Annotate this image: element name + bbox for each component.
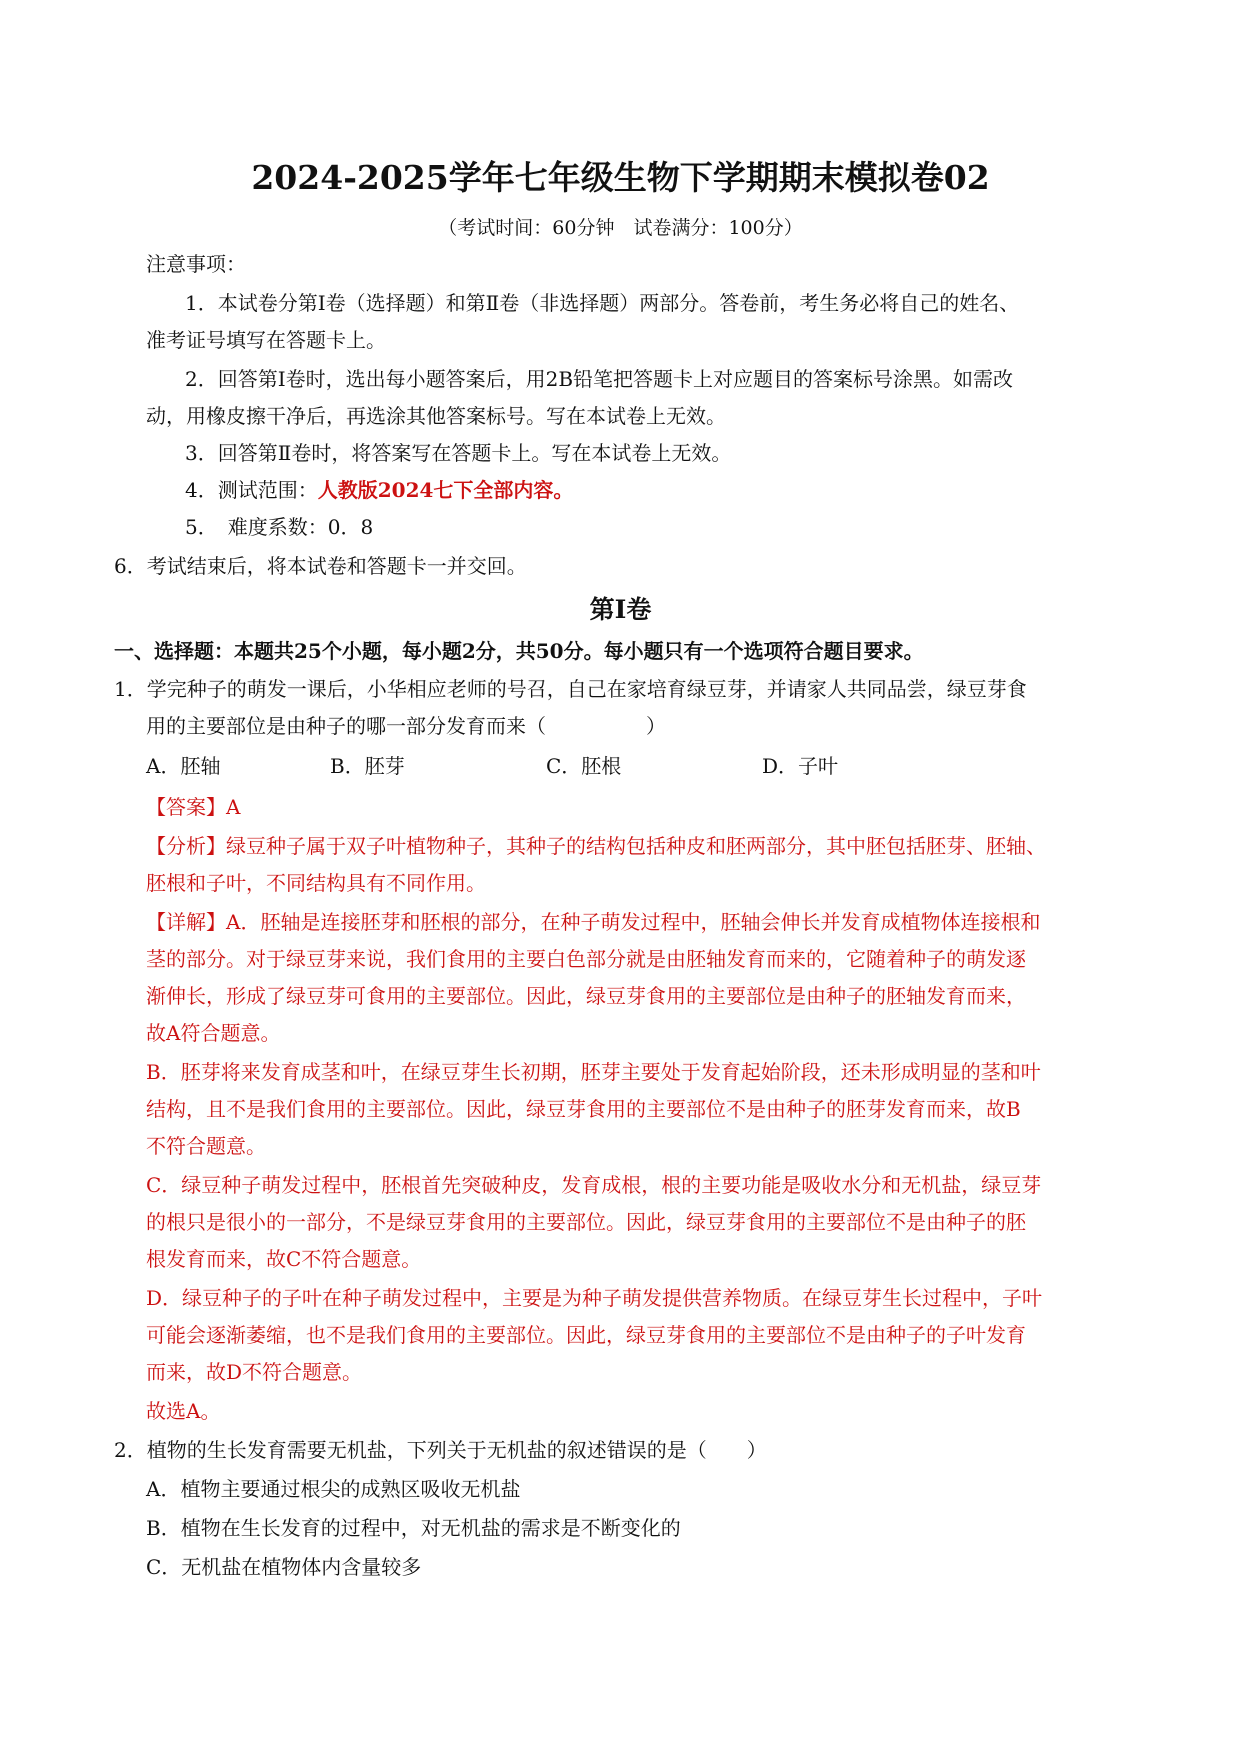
notice-item-4-prefix: 4．测试范围： [185, 478, 318, 502]
exam-title: 2024-2025学年七年级生物下学期期末模拟卷02 [251, 158, 990, 197]
q1-analysis-line-2: 胚根和子叶，不同结构具有不同作用。 [146, 871, 486, 895]
notice-heading: 注意事项： [146, 252, 246, 276]
section-title: 第Ⅰ卷 [589, 595, 652, 624]
q1-detail-line: 故A符合题意。 [146, 1021, 281, 1045]
q1-conclusion: 故选A。 [146, 1399, 221, 1423]
q2-stem: 2．植物的生长发育需要无机盐，下列关于无机盐的叙述错误的是（ ） [114, 1438, 767, 1462]
q1-stem-line-1: 1．学完种子的萌发一课后，小华相应老师的号召，自己在家培育绿豆芽，并请家人共同品尝，绿豆芽食 [114, 677, 1027, 701]
q1-answer: 【答案】A [146, 795, 241, 819]
q1-option-b: B．胚芽 [330, 754, 405, 778]
q1-detail-line: 不符合题意。 [146, 1134, 266, 1158]
notice-item-4 [185, 477, 573, 503]
notice-item-1-line-1: 1．本试卷分第Ⅰ卷（选择题）和第Ⅱ卷（非选择题）两部分。答卷前，考生务必将自己的姓名、 [185, 291, 1020, 315]
q1-option-c: C．胚根 [546, 754, 622, 778]
exam-subtitle: （考试时间：60分钟 试卷满分：100分） [438, 217, 803, 239]
q2-option-c: C．无机盐在植物体内含量较多 [146, 1555, 422, 1579]
notice-item-3: 3．回答第Ⅱ卷时，将答案写在答题卡上。写在本试卷上无效。 [185, 441, 732, 465]
notice-item-6: 6．考试结束后，将本试卷和答题卡一并交回。 [114, 554, 527, 578]
q2-option-b: B．植物在生长发育的过程中，对无机盐的需求是不断变化的 [146, 1516, 681, 1540]
q1-detail-line: 【详解】A．胚轴是连接胚芽和胚根的部分，在种子萌发过程中，胚轴会伸长并发育成植物体连接根和 [146, 910, 1041, 934]
q1-detail-line: B．胚芽将来发育成茎和叶，在绿豆芽生长初期，胚芽主要处于发育起始阶段，还未形成明显的茎和叶 [146, 1060, 1041, 1084]
notice-item-5: 5． 难度系数：0．8 [185, 515, 374, 539]
test-scope-highlight: 人教版2024七下全部内容。 [317, 478, 574, 502]
q2-option-a: A．植物主要通过根尖的成熟区吸收无机盐 [146, 1477, 521, 1501]
q1-option-a: A．胚轴 [146, 754, 221, 778]
q1-detail-line: 茎的部分。对于绿豆芽来说，我们食用的主要白色部分就是由胚轴发育而来的，它随着种子的萌发逐 [146, 947, 1026, 971]
q1-detail-line: C．绿豆种子萌发过程中，胚根首先突破种皮，发育成根，根的主要功能是吸收水分和无机盐，绿豆芽 [146, 1173, 1042, 1197]
q1-detail-line: 可能会逐渐萎缩，也不是我们食用的主要部位。因此，绿豆芽食用的主要部位不是由种子的子叶发育 [146, 1323, 1026, 1347]
notice-item-1-line-2: 准考证号填写在答题卡上。 [146, 328, 386, 352]
q1-detail-line: 渐伸长，形成了绿豆芽可食用的主要部位。因此，绿豆芽食用的主要部位是由种子的胚轴发育而来， [146, 984, 1026, 1008]
q1-detail-line: 而来，故D不符合题意。 [146, 1360, 363, 1384]
q1-detail-line: 根发育而来，故C不符合题意。 [146, 1247, 422, 1271]
section-instruction: 一、选择题：本题共25个小题，每小题2分，共50分。每小题只有一个选项符合题目要求。 [114, 639, 924, 663]
notice-item-2-line-2: 动，用橡皮擦干净后，再选涂其他答案标号。写在本试卷上无效。 [146, 404, 726, 428]
notice-item-2-line-1: 2．回答第Ⅰ卷时，选出每小题答案后，用2B铅笔把答题卡上对应题目的答案标号涂黑。如需改 [185, 367, 1014, 391]
q1-analysis-line-1: 【分析】绿豆种子属于双子叶植物种子，其种子的结构包括种皮和胚两部分，其中胚包括胚芽、胚轴、 [146, 834, 1046, 858]
q1-stem-line-2: 用的主要部位是由种子的哪一部分发育而来（ ） [146, 714, 666, 738]
q1-option-d: D．子叶 [762, 754, 839, 778]
q1-detail-line: 结构，且不是我们食用的主要部位。因此，绿豆芽食用的主要部位不是由种子的胚芽发育而来，故B [146, 1097, 1021, 1121]
q1-detail-line: D．绿豆种子的子叶在种子萌发过程中，主要是为种子萌发提供营养物质。在绿豆芽生长过程中，子叶 [146, 1286, 1043, 1310]
q1-detail-line: 的根只是很小的一部分，不是绿豆芽食用的主要部位。因此，绿豆芽食用的主要部位不是由种子的胚 [146, 1210, 1026, 1234]
